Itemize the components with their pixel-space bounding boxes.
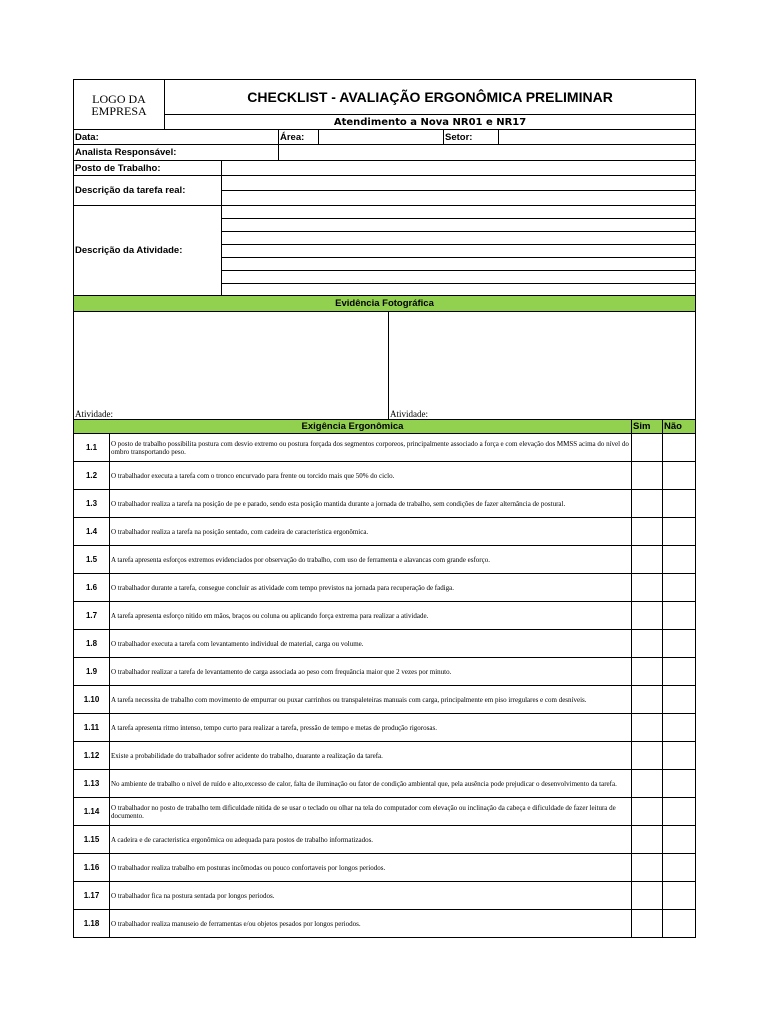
sim-checkbox-cell[interactable]: [632, 882, 663, 910]
nao-checkbox-cell[interactable]: [663, 714, 696, 742]
sim-checkbox-cell[interactable]: [632, 462, 663, 490]
area-field[interactable]: [319, 130, 444, 145]
checklist-row: [74, 742, 696, 770]
tarefa-field-line[interactable]: [222, 176, 696, 191]
item-number: 1.10: [74, 686, 110, 714]
atividade-field-line[interactable]: [222, 232, 696, 245]
item-question: O trabalhador realiza a tarefa na posição sentado, com cadeira de característica ergonômica.: [110, 518, 632, 546]
photo-caption-right: Atividade:: [390, 409, 428, 419]
item-question: O trabalhador durante a tarefa, consegue concluir as atividade com tempo previstos na jornada para recuperação de fadiga.: [110, 574, 632, 602]
sim-column-header: Sim: [632, 420, 663, 434]
atividade-label: Descrição da Atividade:: [74, 206, 222, 296]
atividade-field-line[interactable]: [222, 284, 696, 296]
atividade-field-line[interactable]: [222, 258, 696, 271]
sim-checkbox-cell[interactable]: [632, 714, 663, 742]
date-field[interactable]: [74, 130, 279, 145]
nao-checkbox-cell[interactable]: [663, 434, 696, 462]
item-number: 1.16: [74, 854, 110, 882]
checklist-row: [74, 686, 696, 714]
item-number: 1.11: [74, 714, 110, 742]
item-question: A tarefa apresenta esforço nitido em mãos, braços ou coluna ou aplicando força extrema para realizar a atividade.: [110, 602, 632, 630]
photo-evidence-table: [73, 295, 696, 420]
checklist-row: [74, 434, 696, 462]
logo-line-1: LOGO DA: [92, 91, 146, 106]
header-form-table: [73, 79, 696, 161]
item-number: 1.15: [74, 826, 110, 854]
sim-checkbox-cell[interactable]: [632, 826, 663, 854]
checklist-row: [74, 658, 696, 686]
item-question: O trabalhador realiza trabalho em posturas incômodas ou pouco confortaveis por longos periodos.: [110, 854, 632, 882]
item-number: 1.2: [74, 462, 110, 490]
item-question: A tarefa apresenta esforços extremos evidenciados por observação do trabalho, com uso de ferramenta e alavancas com grande esforço.: [110, 546, 632, 574]
item-question: No ambiente de trabalho o nível de ruído e alto,excesso de calor, falta de iluminação ou fator de condição ambiental que, pela ausência pode prejudicar o desenvolvimento da tarefa.: [110, 770, 632, 798]
area-label: Área:: [279, 130, 319, 145]
nao-checkbox-cell[interactable]: [663, 686, 696, 714]
company-logo-placeholder: [74, 80, 165, 130]
checklist-row: [74, 798, 696, 826]
item-question: A tarefa necessita de trabalho com movimento de empurrar ou puxar carrinhos ou transpaleteiras manuais com carga, principalmente em piso irregulares e com desníveis.: [110, 686, 632, 714]
item-question: O trabalhador realiza manuseio de ferramentas e/ou objetos pesados por longos periodos.: [110, 910, 632, 938]
checklist-row: [74, 770, 696, 798]
item-question: A tarefa apresenta ritmo intenso, tempo curto para realizar a tarefa, pressão de tempo e metas de produção rigorosas.: [110, 714, 632, 742]
nao-checkbox-cell[interactable]: [663, 574, 696, 602]
checklist-row: [74, 910, 696, 938]
page-title: CHECKLIST - AVALIAÇÃO ERGONÔMICA PRELIMINAR: [165, 80, 696, 115]
nao-checkbox-cell[interactable]: [663, 462, 696, 490]
sim-checkbox-cell[interactable]: [632, 630, 663, 658]
checklist-row: [74, 714, 696, 742]
checklist-row: [74, 574, 696, 602]
nao-checkbox-cell[interactable]: [663, 910, 696, 938]
checklist-sheet: [73, 79, 695, 938]
nao-checkbox-cell[interactable]: [663, 742, 696, 770]
sim-checkbox-cell[interactable]: [632, 910, 663, 938]
item-number: 1.5: [74, 546, 110, 574]
item-number: 1.14: [74, 798, 110, 826]
item-number: 1.13: [74, 770, 110, 798]
item-question: Existe a probabilidade do trabalhador sofrer acidente do trabalho, duarante a realização da tarefa.: [110, 742, 632, 770]
item-question: O trabalhador realizar a tarefa de levantamento de carga associada ao peso com frequância maior que 2 vezes por minuto.: [110, 658, 632, 686]
checklist-row: [74, 518, 696, 546]
sim-checkbox-cell[interactable]: [632, 546, 663, 574]
tarefa-label: Descrição da tarefa real:: [74, 176, 222, 206]
nao-checkbox-cell[interactable]: [663, 826, 696, 854]
photo-caption-left: Atividade:: [75, 409, 113, 419]
analista-field[interactable]: [279, 145, 696, 161]
item-number: 1.4: [74, 518, 110, 546]
sim-checkbox-cell[interactable]: [632, 518, 663, 546]
description-table: [73, 160, 696, 296]
sim-checkbox-cell[interactable]: [632, 854, 663, 882]
photo-slot-right[interactable]: [389, 312, 696, 420]
nao-checkbox-cell[interactable]: [663, 490, 696, 518]
item-number: 1.9: [74, 658, 110, 686]
checklist-row: [74, 546, 696, 574]
checklist-row: [74, 630, 696, 658]
checklist-row: [74, 602, 696, 630]
item-number: 1.7: [74, 602, 110, 630]
nao-checkbox-cell[interactable]: [663, 658, 696, 686]
photo-slot-left[interactable]: [74, 312, 389, 420]
item-number: 1.17: [74, 882, 110, 910]
sim-checkbox-cell[interactable]: [632, 602, 663, 630]
atividade-field-line[interactable]: [222, 219, 696, 232]
sim-checkbox-cell[interactable]: [632, 742, 663, 770]
item-question: O posto de trabalho possibilita postura com desvio extremo ou postura forçada dos segmentos corporeos, principalmente associado a força e com elevação dos MMSS acima do nível do ombro transportando peso.: [110, 434, 632, 462]
item-question: A cadeira e de caracteristica ergonômica ou adequada para postos de trabalho informatizados.: [110, 826, 632, 854]
analista-label: Analista Responsável:: [74, 145, 279, 161]
item-question: O trabalhador executa a tarefa com levantamento individual de material, carga ou volume.: [110, 630, 632, 658]
sim-checkbox-cell[interactable]: [632, 434, 663, 462]
nao-checkbox-cell[interactable]: [663, 854, 696, 882]
setor-field[interactable]: [499, 130, 696, 145]
checklist-row: [74, 462, 696, 490]
photo-evidence-heading: Evidência Fotográfica: [74, 296, 696, 312]
atividade-field-line[interactable]: [222, 206, 696, 219]
sim-checkbox-cell[interactable]: [632, 798, 663, 826]
nao-checkbox-cell[interactable]: [663, 546, 696, 574]
atividade-field-line[interactable]: [222, 245, 696, 258]
logo-line-2: EMPRESA: [91, 103, 147, 118]
nao-checkbox-cell[interactable]: [663, 630, 696, 658]
item-question: O trabalhador executa a tarefa com o tronco encurvado para frente ou torcido mais que 50% do ciclo.: [110, 462, 632, 490]
nao-checkbox-cell[interactable]: [663, 770, 696, 798]
nao-checkbox-cell[interactable]: [663, 518, 696, 546]
page-subtitle: Atendimento a Nova NR01 e NR17: [165, 115, 696, 130]
sim-checkbox-cell[interactable]: [632, 658, 663, 686]
checklist-row: [74, 882, 696, 910]
atividade-field-line[interactable]: [222, 271, 696, 284]
checklist-table: [73, 419, 696, 938]
item-number: 1.8: [74, 630, 110, 658]
nao-column-header: Não: [663, 420, 696, 434]
item-question: O trabalhador no posto de trabalho tem dificuldade nitida de se usar o teclado ou olhar na tela do computador com elevação ou inclinação da cabeça e dificuldade de fazer leitura de documento.: [110, 798, 632, 826]
nao-checkbox-cell[interactable]: [663, 798, 696, 826]
sim-checkbox-cell[interactable]: [632, 490, 663, 518]
item-number: 1.1: [74, 434, 110, 462]
setor-label: Setor:: [444, 130, 499, 145]
checklist-row: [74, 826, 696, 854]
nao-checkbox-cell[interactable]: [663, 882, 696, 910]
item-number: 1.12: [74, 742, 110, 770]
item-number: 1.6: [74, 574, 110, 602]
checklist-heading: Exigência Ergonômica: [74, 420, 632, 434]
tarefa-field-line[interactable]: [222, 191, 696, 206]
sim-checkbox-cell[interactable]: [632, 574, 663, 602]
posto-label: Posto de Trabalho:: [74, 161, 222, 176]
nao-checkbox-cell[interactable]: [663, 602, 696, 630]
item-number: 1.3: [74, 490, 110, 518]
item-question: O trabalhador realiza a tarefa na posição de pe e parado, sendo esta posição mantida durante a jornada de trabalho, sem condições de fazer alternância de postural.: [110, 490, 632, 518]
posto-field[interactable]: [222, 161, 696, 176]
item-number: 1.18: [74, 910, 110, 938]
checklist-row: [74, 490, 696, 518]
checklist-row: [74, 854, 696, 882]
sim-checkbox-cell[interactable]: [632, 770, 663, 798]
item-question: O trabalhador fica na postura sentada por longos periodos.: [110, 882, 632, 910]
sim-checkbox-cell[interactable]: [632, 686, 663, 714]
date-label: Data:: [75, 131, 99, 143]
